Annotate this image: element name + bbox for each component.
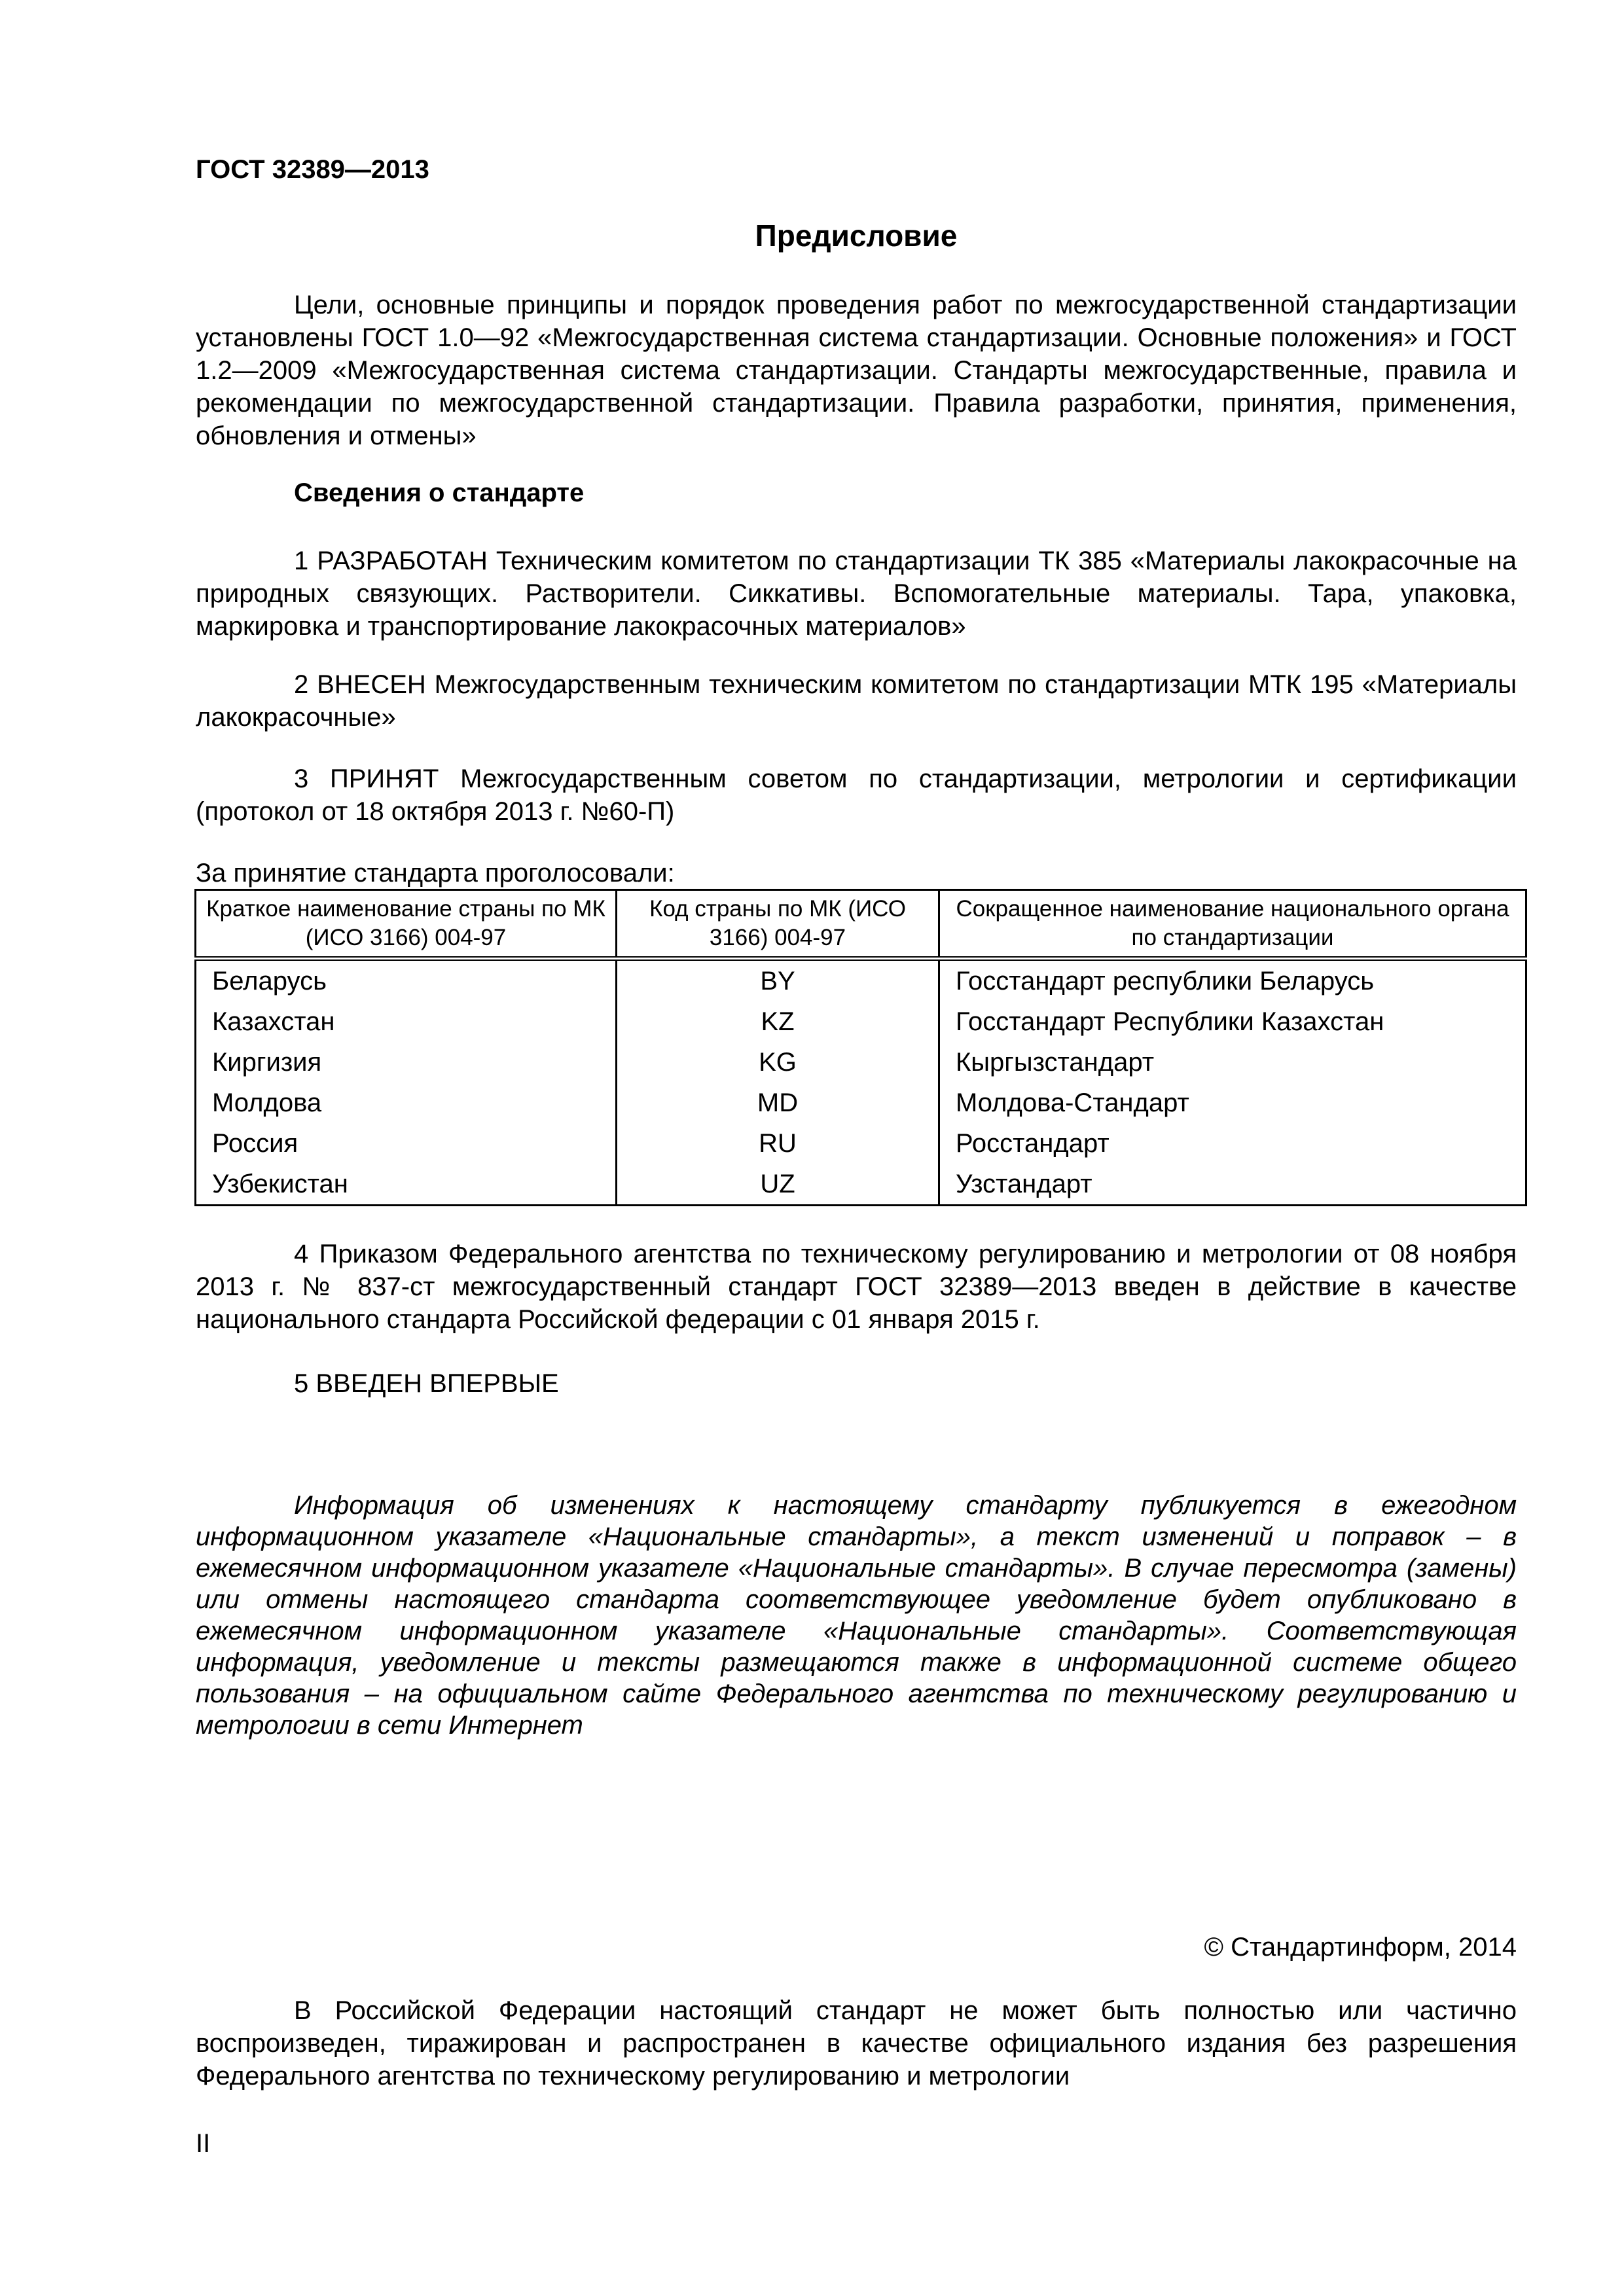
- standards-body: Молдова-Стандарт: [939, 1083, 1526, 1123]
- column-header: Сокращенное наименование национального органа по стандартизации: [939, 890, 1526, 959]
- item-3: 3 ПРИНЯТ Межгосударственным советом по стандартизации, метрологии и сертификации (протокол от 18 октября 2013 г. №60-П): [196, 764, 1517, 826]
- table-row: [196, 1083, 1526, 1123]
- table-header-row: [196, 890, 1526, 959]
- country-name: Молдова: [196, 1083, 617, 1123]
- country-code: RU: [617, 1123, 939, 1164]
- copyright: © Стандартинформ, 2014: [1204, 1933, 1517, 1962]
- table-row: [196, 1123, 1526, 1164]
- notice-paragraph: Информация об изменениях к настоящему стандарту публикуется в ежегодном информационном указателе «Национальные стандарты», а текст изменений и поправок – в ежемесячном информационном указателе «Национальные стандарты». В случае пересмотра (замены) или отмены настоящего стандарта соответствующее уведомление будет опубликовано в ежемесячном информационном указателе «Национальные стандарты». Соответствующая информация, уведомление и тексты размещаются также в информационной системе общего пользования – на официальном сайте Федерального агентства по техническому регулированию и метрологии в сети Интернет: [196, 1491, 1517, 1740]
- country-name: Казахстан: [196, 1001, 617, 1042]
- standards-body: Госстандарт Республики Казахстан: [939, 1001, 1526, 1042]
- standards-body: Узстандарт: [939, 1164, 1526, 1206]
- column-header: Код страны по МК (ИСО 3166) 004-97: [617, 890, 939, 959]
- document-header: ГОСТ 32389—2013: [196, 155, 429, 184]
- country-code: BY: [617, 959, 939, 1002]
- country-name: Беларусь: [196, 959, 617, 1002]
- country-code: KZ: [617, 1001, 939, 1042]
- voting-countries-table: [194, 889, 1527, 1206]
- country-code: UZ: [617, 1164, 939, 1206]
- page-title: Предисловие: [755, 219, 958, 253]
- table-row: [196, 959, 1526, 1002]
- item-5: 5 ВВЕДЕН ВПЕРВЫЕ: [294, 1369, 559, 1398]
- item-2: 2 ВНЕСЕН Межгосударственным техническим комитетом по стандартизации МТК 195 «Материалы лакокрасочные»: [196, 670, 1517, 732]
- item-4: 4 Приказом Федерального агентства по техническому регулированию и метрологии от 08 ноября 2013 г. № 837-ст межгосударственный стандарт ГОСТ 32389—2013 введен в действие в качестве национального стандарта Российской федерации с 01 января 2015 г.: [196, 1240, 1517, 1334]
- country-code: MD: [617, 1083, 939, 1123]
- rights-paragraph: В Российской Федерации настоящий стандарт не может быть полностью или частично воспроизведен, тиражирован и распространен в качестве официального издания без разрешения Федерального агентства по техническому регулированию и метрологии: [196, 1996, 1517, 2090]
- vote-label: За принятие стандарта проголосовали:: [196, 859, 675, 888]
- table-row: [196, 1164, 1526, 1206]
- standards-body: Кыргызстандарт: [939, 1042, 1526, 1083]
- item-1: 1 РАЗРАБОТАН Техническим комитетом по стандартизации ТК 385 «Материалы лакокрасочные на природных связующих. Растворители. Сиккативы. Вспомогательные материалы. Тара, упаковка, маркировка и транспортирование лакокрасочных материалов»: [196, 547, 1517, 641]
- country-name: Узбекистан: [196, 1164, 617, 1206]
- intro-paragraph: Цели, основные принципы и порядок проведения работ по межгосударственной стандартизации установлены ГОСТ 1.0—92 «Межгосударственная система стандартизации. Основные положения» и ГОСТ 1.2—2009 «Межгосударственная система стандартизации. Стандарты межгосударственные, правила и рекомендации по межгосударственной стандартизации. Правила разработки, принятия, применения, обновления и отмены»: [196, 291, 1517, 450]
- standards-body: Госстандарт республики Беларусь: [939, 959, 1526, 1002]
- country-name: Россия: [196, 1123, 617, 1164]
- table-row: [196, 1042, 1526, 1083]
- info-heading: Сведения о стандарте: [294, 478, 585, 507]
- standards-body: Росстандарт: [939, 1123, 1526, 1164]
- country-code: KG: [617, 1042, 939, 1083]
- country-name: Киргизия: [196, 1042, 617, 1083]
- column-header: Краткое наименование страны по МК (ИСО 3166) 004-97: [196, 890, 617, 959]
- page-number: II: [196, 2129, 211, 2158]
- table-row: [196, 1001, 1526, 1042]
